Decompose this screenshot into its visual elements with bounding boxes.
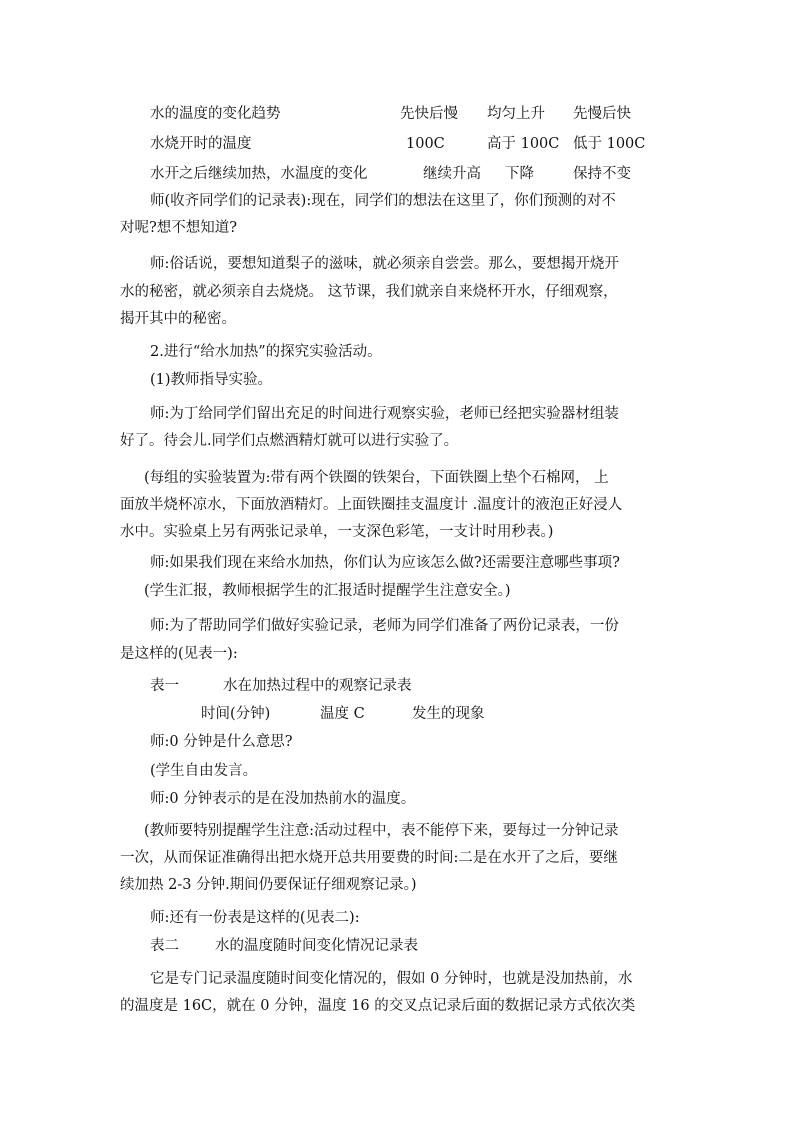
paragraph-line: (教师要特别提醒学生注意:活动过程中，表不能停下来，要每过一分钟记录 [144,823,619,839]
table-header: 发生的现象 [412,706,485,722]
paragraph-line: 水的秘密，就必须亲自去烧烧。 这节课，我们就亲自来烧杯开水，仔细观察， [120,284,618,300]
choice-option: 均匀上升 [487,106,545,122]
choice-option: 下降 [505,166,534,182]
subsection-heading: (1)教师指导实验。 [150,372,273,388]
table1-caption [0,672,794,700]
table-header: 温度 C [320,706,365,722]
choice-row-boiling-temp [0,130,794,158]
paragraph-line: 水中。实验桌上另有两张记录单，一支深色彩笔，一支计时用秒表。) [120,524,554,540]
choice-option: 先慢后快 [573,106,631,122]
paragraph-line: (学生汇报，教师根据学生的汇报适时提醒学生注意安全。) [144,583,511,599]
choice-option: 高于 100C [487,136,560,152]
choice-row-label: 水的温度的变化趋势 [150,106,281,122]
paragraph-line: (每组的实验装置为:带有两个铁圈的铁架台，下面铁圈上垫个石棉网， 上 [144,470,609,486]
paragraph-line: 面放半烧杯凉水，下面放酒精灯。上面铁圈挂支温度计 .温度计的液泡正好浸人 [120,497,623,513]
paragraph-line: 师:0 分钟表示的是在没加热前水的温度。 [150,791,416,807]
choice-row-label: 水开之后继续加热，水温度的变化 [150,166,368,182]
paragraph-line: 揭开其中的秘密。 [120,311,236,327]
choice-option: 先快后慢 [400,106,458,122]
paragraph-line: 师(收齐同学们的记录表):现在，同学们的想法在这里了，你们预测的对不 [150,193,616,209]
choice-option: 继续升高 [423,166,481,182]
choice-row-trend [0,100,794,128]
choice-row-after-boil [0,160,794,188]
table-header: 时间(分钟) [201,706,271,722]
paragraph-line: 的温度是 16C，就在 0 分钟，温度 16 的交叉点记录后面的数据记录方式依次类 [120,998,636,1014]
paragraph-line: 师:还有一份表是这样的(见表二): [150,910,360,926]
section-heading: 2.进行“给水加热”的探究实验活动。 [150,344,382,360]
paragraph-line: 是这样的(见表一): [120,646,238,662]
paragraph-line: 续加热 2-3 分钟.期间仍要保证仔细观察记录。) [120,877,417,893]
choice-option: 保持不变 [573,166,631,182]
paragraph-line: (学生自由发言。 [150,763,258,779]
paragraph-line: 好了。待会儿.同学们点燃酒精灯就可以进行实验了。 [120,433,459,449]
paragraph-line: 一次，从而保证准确得出把水烧开总共用要费的时间:二是在水开了之后，要继 [120,850,618,866]
paragraph-line: 师:如果我们现在来给水加热，你们认为应该怎么做?还需要注意哪些事项? [150,555,620,571]
paragraph-line: 师:0 分钟是什么意思? [150,734,293,750]
paragraph-line: 它是专门记录温度随时间变化情况的，假如 0 分钟时，也就是没加热前，水 [150,971,633,987]
table-label: 表一 [150,678,179,694]
table2-caption [0,932,794,960]
table-title: 水的温度随时间变化情况记录表 [215,938,418,954]
paragraph-line: 对呢?想不想知道? [120,220,238,236]
choice-row-label: 水烧开时的温度 [150,136,252,152]
choice-option: 100C [406,136,445,152]
table1-header-row [0,700,794,728]
table-title: 水在加热过程中的观察记录表 [223,678,412,694]
table-label: 表二 [150,938,179,954]
paragraph-line: 师:为丁给同学们留出充足的时间进行观察实验，老师已经把实验器材组装 [150,406,619,422]
paragraph-line: 师:为了帮助同学们做好实验记录，老师为同学们准备了两份记录表，一份 [150,618,619,634]
paragraph-line: 师:俗话说，要想知道梨子的滋味，就必须亲自尝尝。那么，要想揭开烧开 [150,256,619,272]
choice-option: 低于 100C [573,136,646,152]
